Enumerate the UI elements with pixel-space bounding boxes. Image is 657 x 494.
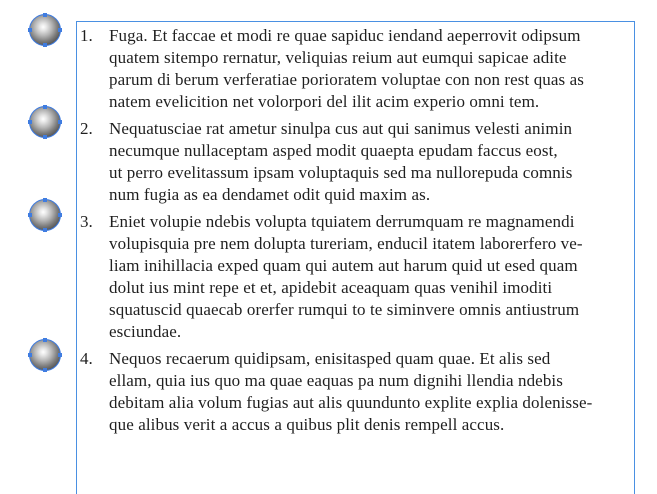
list-item	[78, 118, 634, 206]
text-line: necumque nullaceptam asped modit quaepta epudam faccus eost,	[109, 141, 558, 160]
list-item	[78, 348, 634, 436]
text-line: esciundae.	[109, 322, 182, 341]
sphere-graphic-4[interactable]	[29, 339, 61, 371]
list-item-number: 1.	[80, 26, 93, 45]
list-item-text	[109, 118, 634, 206]
text-line: Fuga. Et faccae et modi re quae sapiduc iendand aeperrovit odipsum	[109, 26, 581, 45]
list-item-text	[109, 25, 634, 113]
numbered-list	[78, 25, 634, 436]
sphere-graphic-2[interactable]	[29, 106, 61, 138]
list-item-number: 3.	[80, 212, 93, 231]
text-line: Nequos recaerum quidipsam, enisitasped quam quae. Et alis sed	[109, 349, 551, 368]
text-line: quatem sitempo rernatur, veliquias reium aut eumqui sapicae adite	[109, 48, 567, 67]
sphere-graphic-3[interactable]	[29, 199, 61, 231]
text-line: que alibus verit a accus a quibus plit denis rempell accus.	[109, 415, 505, 434]
text-line: parum di berum verferatiae porioratem voluptae con non rest quas as	[109, 70, 584, 89]
anchor-point-icon	[58, 353, 62, 357]
anchor-point-icon	[58, 28, 62, 32]
text-line: debitam alia volum fugias aut alis quundunto explite explia dolenisse-	[109, 393, 593, 412]
text-line: Nequatusciae rat ametur sinulpa cus aut qui sanimus velesti animin	[109, 119, 573, 138]
anchor-point-icon	[28, 28, 32, 32]
text-line: Eniet volupie ndebis volupta tquiatem derrumquam re magnamendi	[109, 212, 575, 231]
text-line: liam inihillacia exped quam qui autem aut harum quid ut esed quam	[109, 256, 578, 275]
anchor-point-icon	[28, 213, 32, 217]
anchor-point-icon	[43, 43, 47, 47]
anchor-point-icon	[58, 120, 62, 124]
text-line: volupisquia pre nem dolupta tureriam, enducil itatem laborerfero ve-	[109, 234, 583, 253]
list-item	[78, 25, 634, 113]
list-item	[78, 211, 634, 343]
anchor-point-icon	[58, 213, 62, 217]
anchor-point-icon	[43, 198, 47, 202]
text-line: natem evelicition net volorpori del ilit acim experio omni tem.	[109, 92, 540, 111]
text-line: ellam, quia ius quo ma quae eaquas pa num dignihi llendia ndebis	[109, 371, 563, 390]
text-line: ut perro evelitassum ipsam voluptaquis sed ma nullorepuda comnis	[109, 163, 573, 182]
anchor-point-icon	[43, 13, 47, 17]
anchor-point-icon	[43, 228, 47, 232]
list-item-text	[109, 211, 634, 343]
text-line: squatuscid quaecab orerfer rumqui to te siminvere omnis antiustrum	[109, 300, 580, 319]
anchor-point-icon	[43, 135, 47, 139]
list-item-number: 2.	[80, 119, 93, 138]
sphere-graphic-1[interactable]	[29, 14, 61, 46]
text-line: dolut ius mint repe et et, apidebit aceaquam quas venihil imoditi	[109, 278, 553, 297]
text-frame[interactable]	[76, 21, 635, 494]
anchor-point-icon	[43, 105, 47, 109]
anchor-point-icon	[28, 353, 32, 357]
list-item-number: 4.	[80, 349, 93, 368]
anchor-point-icon	[28, 120, 32, 124]
anchor-point-icon	[43, 338, 47, 342]
list-item-text	[109, 348, 634, 436]
anchor-point-icon	[43, 368, 47, 372]
text-line: num fugia as ea dendamet odit quid maxim as.	[109, 185, 431, 204]
